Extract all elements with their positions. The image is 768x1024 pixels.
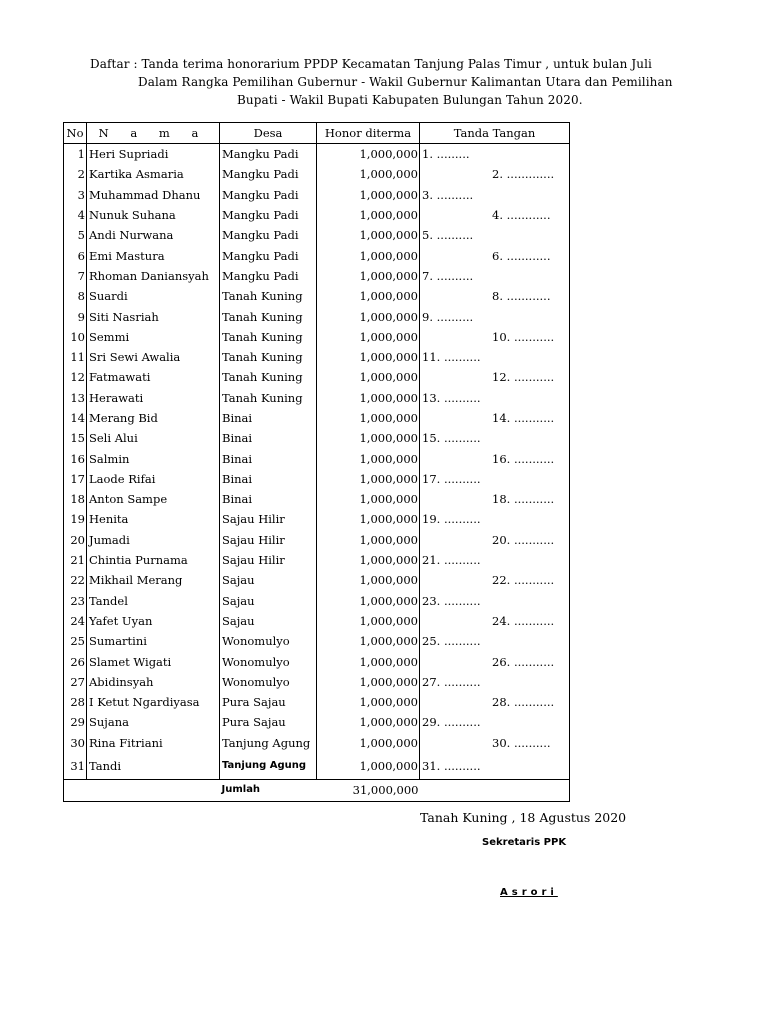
row-tanda-tangan	[420, 550, 570, 570]
table-row	[64, 469, 570, 489]
signature-line: 25. ..........	[422, 634, 481, 649]
row-tanda-tangan	[420, 306, 570, 326]
row-honor: 1,000,000	[317, 205, 420, 225]
row-desa: Mangku Padi	[220, 185, 317, 205]
row-tanda-tangan	[420, 286, 570, 306]
total-row	[64, 779, 570, 801]
table-row	[64, 144, 570, 165]
row-honor: 1,000,000	[317, 692, 420, 712]
table-row	[64, 733, 570, 753]
row-number: 23	[64, 591, 87, 611]
table-row	[64, 185, 570, 205]
row-desa: Binai	[220, 469, 317, 489]
row-tanda-tangan	[420, 388, 570, 408]
row-tanda-tangan	[420, 489, 570, 509]
row-nama: Laode Rifai	[87, 469, 220, 489]
row-number: 26	[64, 651, 87, 671]
row-tanda-tangan	[420, 733, 570, 753]
row-tanda-tangan	[420, 205, 570, 225]
row-desa: Sajau	[220, 611, 317, 631]
table-row	[64, 692, 570, 712]
table-row	[64, 489, 570, 509]
row-desa: Pura Sajau	[220, 692, 317, 712]
row-desa: Binai	[220, 408, 317, 428]
row-desa: Sajau	[220, 591, 317, 611]
table-row	[64, 550, 570, 570]
table-row	[64, 306, 570, 326]
table-row	[64, 530, 570, 550]
row-nama: Siti Nasriah	[87, 306, 220, 326]
table-header-row	[64, 123, 570, 144]
row-nama: Slamet Wigati	[87, 651, 220, 671]
signature-line: 19. ..........	[422, 512, 481, 527]
row-tanda-tangan	[420, 327, 570, 347]
row-tanda-tangan	[420, 591, 570, 611]
row-honor: 1,000,000	[317, 266, 420, 286]
total-value: 31,000,000	[317, 779, 420, 801]
row-desa: Binai	[220, 448, 317, 468]
row-nama: Herawati	[87, 388, 220, 408]
row-honor: 1,000,000	[317, 164, 420, 184]
row-tanda-tangan	[420, 367, 570, 387]
row-tanda-tangan	[420, 509, 570, 529]
row-number: 16	[64, 448, 87, 468]
signature-line: 21. ..........	[422, 553, 481, 568]
row-desa: Tanah Kuning	[220, 347, 317, 367]
row-tanda-tangan	[420, 266, 570, 286]
table-row	[64, 631, 570, 651]
row-number: 31	[64, 753, 87, 780]
signature-line: 9. ..........	[422, 309, 474, 324]
row-number: 3	[64, 185, 87, 205]
column-header-tanda-tangan: Tanda Tangan	[420, 123, 570, 144]
signature-line: 11. ..........	[422, 350, 481, 365]
row-tanda-tangan	[420, 469, 570, 489]
row-honor: 1,000,000	[317, 469, 420, 489]
row-tanda-tangan	[420, 651, 570, 671]
row-nama: Sri Sewi Awalia	[87, 347, 220, 367]
row-nama: Seli Alui	[87, 428, 220, 448]
row-number: 9	[64, 306, 87, 326]
row-honor: 1,000,000	[317, 367, 420, 387]
header-line-3: Bupati - Wakil Bupati Kabupaten Bulungan Tahun 2020.	[237, 93, 583, 107]
row-number: 29	[64, 712, 87, 732]
total-blank-cell	[64, 779, 87, 801]
signature-line: 27. ..........	[422, 674, 481, 689]
row-nama: Nunuk Suhana	[87, 205, 220, 225]
honorarium-table	[63, 122, 570, 802]
row-tanda-tangan	[420, 631, 570, 651]
signature-line: 17. ..........	[422, 471, 481, 486]
table-row	[64, 205, 570, 225]
signature-line: 16. ...........	[492, 451, 555, 466]
signature-line: 23. ..........	[422, 593, 481, 608]
row-number: 18	[64, 489, 87, 509]
row-desa: Tanah Kuning	[220, 388, 317, 408]
row-honor: 1,000,000	[317, 550, 420, 570]
table-row	[64, 327, 570, 347]
total-blank-cell	[420, 779, 570, 801]
row-nama: Tandi	[87, 753, 220, 780]
row-number: 1	[64, 144, 87, 165]
row-number: 20	[64, 530, 87, 550]
row-number: 28	[64, 692, 87, 712]
row-desa: Tanjung Agung	[220, 733, 317, 753]
row-nama: Rhoman Daniansyah	[87, 266, 220, 286]
row-desa: Binai	[220, 428, 317, 448]
row-tanda-tangan	[420, 428, 570, 448]
signature-line: 29. ..........	[422, 715, 481, 730]
row-desa: Sajau	[220, 570, 317, 590]
row-number: 5	[64, 225, 87, 245]
row-number: 22	[64, 570, 87, 590]
row-number: 10	[64, 327, 87, 347]
row-nama: Fatmawati	[87, 367, 220, 387]
table-row	[64, 347, 570, 367]
row-nama: Emi Mastura	[87, 245, 220, 265]
table-row	[64, 164, 570, 184]
row-desa: Sajau Hilir	[220, 509, 317, 529]
row-tanda-tangan	[420, 347, 570, 367]
row-number: 24	[64, 611, 87, 631]
row-nama: Sujana	[87, 712, 220, 732]
table-row	[64, 367, 570, 387]
row-honor: 1,000,000	[317, 428, 420, 448]
row-nama: Salmin	[87, 448, 220, 468]
signature-line: 31. ..........	[422, 758, 481, 773]
signature-line: 6. ............	[492, 248, 551, 263]
signature-line: 24. ...........	[492, 613, 555, 628]
row-number: 17	[64, 469, 87, 489]
row-desa: Tanah Kuning	[220, 286, 317, 306]
signature-line: 28. ...........	[492, 695, 555, 710]
signature-line: 7. ..........	[422, 268, 474, 283]
row-desa: Mangku Padi	[220, 245, 317, 265]
row-honor: 1,000,000	[317, 306, 420, 326]
table-row	[64, 712, 570, 732]
row-desa: Wonomulyo	[220, 672, 317, 692]
row-honor: 1,000,000	[317, 591, 420, 611]
row-nama: Muhammad Dhanu	[87, 185, 220, 205]
signature-line: 14. ...........	[492, 411, 555, 425]
row-desa: Mangku Padi	[220, 205, 317, 225]
row-number: 12	[64, 367, 87, 387]
signature-line: 4. ............	[492, 208, 551, 223]
row-number: 13	[64, 388, 87, 408]
header-line-1: Daftar : Tanda terima honorarium PPDP Kecamatan Tanjung Palas Timur , untuk bulan Juli	[90, 57, 652, 71]
row-honor: 1,000,000	[317, 712, 420, 732]
row-tanda-tangan	[420, 144, 570, 165]
row-number: 11	[64, 347, 87, 367]
row-honor: 1,000,000	[317, 388, 420, 408]
row-desa: Tanah Kuning	[220, 367, 317, 387]
row-number: 14	[64, 408, 87, 428]
signature-line: 1. .........	[422, 147, 470, 162]
table-row	[64, 611, 570, 631]
row-number: 6	[64, 245, 87, 265]
row-tanda-tangan	[420, 225, 570, 245]
row-tanda-tangan	[420, 185, 570, 205]
row-nama: Yafet Uyan	[87, 611, 220, 631]
table-body	[64, 144, 570, 780]
row-honor: 1,000,000	[317, 327, 420, 347]
row-honor: 1,000,000	[317, 611, 420, 631]
row-nama: Kartika Asmaria	[87, 164, 220, 184]
signature-line: 13. ..........	[422, 390, 481, 405]
row-honor: 1,000,000	[317, 651, 420, 671]
table-row	[64, 428, 570, 448]
row-honor: 1,000,000	[317, 530, 420, 550]
row-tanda-tangan	[420, 611, 570, 631]
signer-title: Sekretaris PPK	[482, 837, 567, 848]
row-number: 30	[64, 733, 87, 753]
row-honor: 1,000,000	[317, 570, 420, 590]
row-number: 27	[64, 672, 87, 692]
row-honor: 1,000,000	[317, 753, 420, 780]
signature-line: 10. ...........	[492, 329, 555, 344]
row-nama: Heri Supriadi	[87, 144, 220, 165]
row-honor: 1,000,000	[317, 144, 420, 165]
table-row	[64, 286, 570, 306]
signature-line: 3. ..........	[422, 187, 474, 202]
row-honor: 1,000,000	[317, 733, 420, 753]
row-desa: Binai	[220, 489, 317, 509]
row-tanda-tangan	[420, 692, 570, 712]
row-desa: Mangku Padi	[220, 225, 317, 245]
column-header-nama: N a m a	[87, 123, 220, 144]
row-number: 2	[64, 164, 87, 184]
row-number: 7	[64, 266, 87, 286]
row-tanda-tangan	[420, 164, 570, 184]
table-row	[64, 570, 570, 590]
row-honor: 1,000,000	[317, 286, 420, 306]
row-honor: 1,000,000	[317, 509, 420, 529]
row-number: 21	[64, 550, 87, 570]
row-number: 15	[64, 428, 87, 448]
row-desa: Mangku Padi	[220, 164, 317, 184]
row-honor: 1,000,000	[317, 347, 420, 367]
row-nama: Jumadi	[87, 530, 220, 550]
row-nama: Semmi	[87, 327, 220, 347]
row-nama: Merang Bid	[87, 408, 220, 428]
row-tanda-tangan	[420, 753, 570, 780]
row-desa: Mangku Padi	[220, 144, 317, 165]
row-number: 19	[64, 509, 87, 529]
row-nama: Abidinsyah	[87, 672, 220, 692]
row-desa: Mangku Padi	[220, 266, 317, 286]
row-honor: 1,000,000	[317, 631, 420, 651]
row-nama: I Ketut Ngardiyasa	[87, 692, 220, 712]
row-honor: 1,000,000	[317, 408, 420, 428]
row-tanda-tangan	[420, 530, 570, 550]
row-nama: Anton Sampe	[87, 489, 220, 509]
column-header-honor: Honor diterma	[317, 123, 420, 144]
row-nama: Tandel	[87, 591, 220, 611]
row-tanda-tangan	[420, 448, 570, 468]
row-desa: Wonomulyo	[220, 631, 317, 651]
signature-line: 12. ...........	[492, 370, 555, 385]
header-line-2: Dalam Rangka Pemilihan Gubernur - Wakil Gubernur Kalimantan Utara dan Pemilihan	[138, 75, 673, 89]
signature-line: 15. ..........	[422, 431, 481, 446]
row-honor: 1,000,000	[317, 448, 420, 468]
table-row	[64, 388, 570, 408]
table-row	[64, 408, 570, 428]
table-row	[64, 651, 570, 671]
row-desa: Pura Sajau	[220, 712, 317, 732]
table-row	[64, 245, 570, 265]
total-label: Jumlah	[220, 779, 317, 801]
row-nama: Sumartini	[87, 631, 220, 651]
row-honor: 1,000,000	[317, 672, 420, 692]
row-nama: Chintia Purnama	[87, 550, 220, 570]
row-desa: Tanjung Agung	[220, 753, 317, 780]
row-tanda-tangan	[420, 408, 570, 428]
signature-line: 18. ...........	[492, 492, 555, 507]
row-nama: Mikhail Merang	[87, 570, 220, 590]
table-row	[64, 225, 570, 245]
row-number: 4	[64, 205, 87, 225]
row-honor: 1,000,000	[317, 185, 420, 205]
row-desa: Tanah Kuning	[220, 327, 317, 347]
signer-name: Asrori	[500, 887, 558, 898]
row-nama: Rina Fitriani	[87, 733, 220, 753]
signature-line: 8. ............	[492, 289, 551, 304]
row-nama: Andi Nurwana	[87, 225, 220, 245]
table-row	[64, 753, 570, 780]
row-tanda-tangan	[420, 672, 570, 692]
column-header-desa: Desa	[220, 123, 317, 144]
signature-line: 5. ..........	[422, 228, 474, 243]
row-desa: Sajau Hilir	[220, 530, 317, 550]
row-tanda-tangan	[420, 570, 570, 590]
signature-line: 20. ...........	[492, 532, 555, 547]
table-row	[64, 509, 570, 529]
signature-line: 26. ...........	[492, 654, 555, 669]
row-desa: Wonomulyo	[220, 651, 317, 671]
row-nama: Suardi	[87, 286, 220, 306]
row-nama: Henita	[87, 509, 220, 529]
table-row	[64, 591, 570, 611]
row-tanda-tangan	[420, 245, 570, 265]
place-date: Tanah Kuning , 18 Agustus 2020	[420, 810, 627, 825]
table-row	[64, 448, 570, 468]
signature-line: 2. .............	[492, 167, 555, 182]
table-row	[64, 266, 570, 286]
row-number: 25	[64, 631, 87, 651]
row-tanda-tangan	[420, 712, 570, 732]
column-header-no: No	[64, 123, 87, 144]
signature-line: 30. ..........	[492, 735, 551, 750]
row-number: 8	[64, 286, 87, 306]
signature-line: 22. ...........	[492, 573, 555, 588]
row-desa: Tanah Kuning	[220, 306, 317, 326]
row-honor: 1,000,000	[317, 225, 420, 245]
total-blank-cell	[87, 779, 220, 801]
table-row	[64, 672, 570, 692]
row-honor: 1,000,000	[317, 489, 420, 509]
row-honor: 1,000,000	[317, 245, 420, 265]
row-desa: Sajau Hilir	[220, 550, 317, 570]
